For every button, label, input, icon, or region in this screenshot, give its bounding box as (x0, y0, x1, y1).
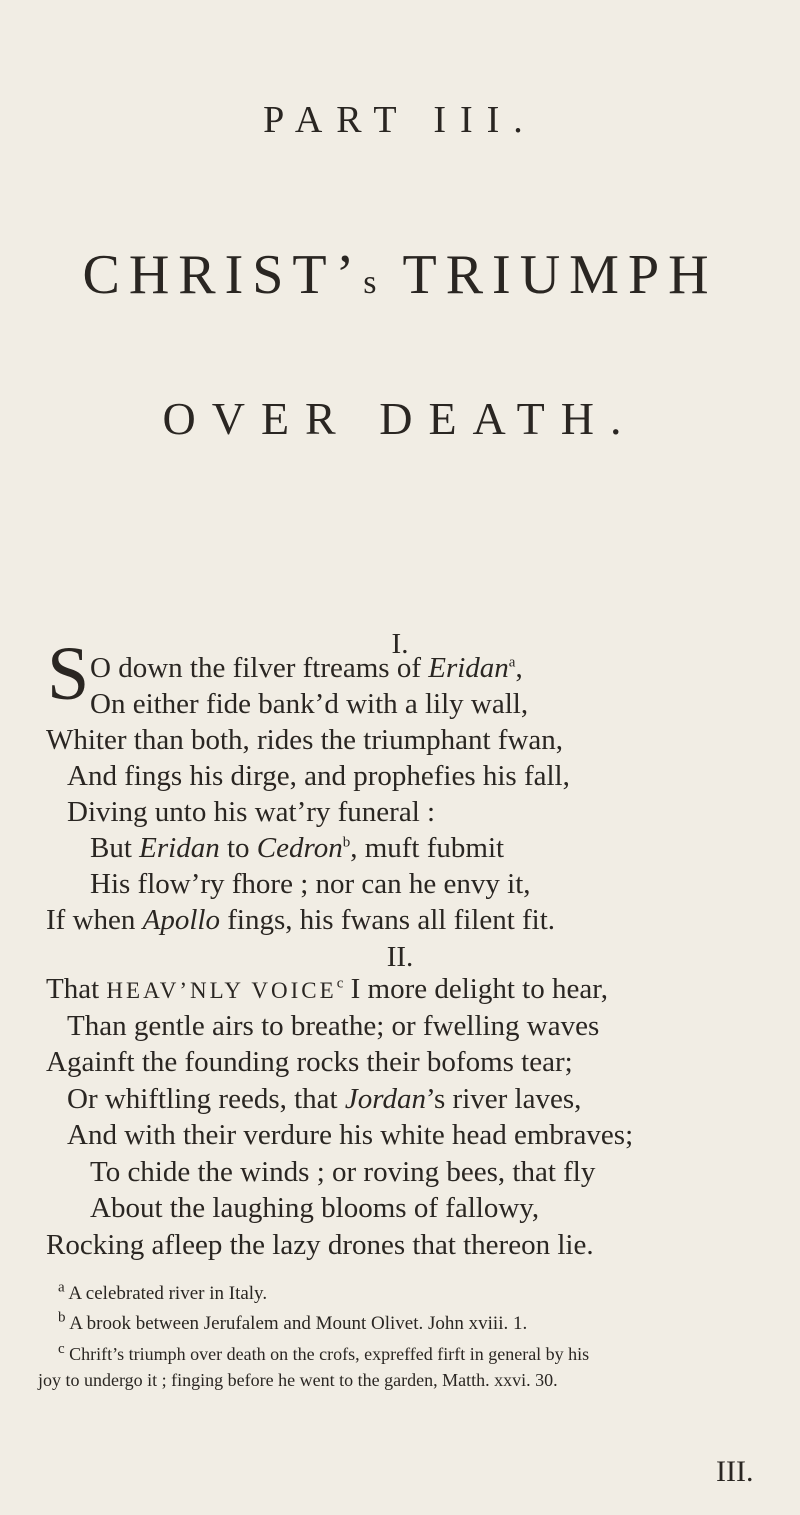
stanza1-line4: And fings his dirge, and prophefies his fall, (67, 760, 570, 792)
stanza1-line5: Diving unto his wat’ry funeral : (67, 796, 436, 828)
catchword: III. (716, 1455, 754, 1488)
stanza2-line5: And with their verdure his white head embraves; (67, 1119, 634, 1151)
stanza2-line3: Againft the founding rocks their bofoms tear; (46, 1046, 573, 1078)
part-heading: PART III. (263, 99, 537, 141)
footnote-c: $^c$ Chrift’s triumph over death on the crofs, expreffed firft in general by his (58, 1341, 590, 1364)
title-s: s (363, 264, 381, 301)
stanza2-line8: Rocking afleep the lazy drones that thereon lie. (46, 1229, 594, 1261)
stanza1-line2: On either fide bank’d with a lily wall, (90, 688, 529, 720)
footnote-ref-c: c (336, 975, 344, 992)
stanza2-line4: Or whiftling reeds, that Jordan’s river laves, (67, 1083, 582, 1115)
stanza2-line1: That HEAV’NLY VOICE$^c$ I more delight to hear, (46, 973, 608, 1005)
stanza1-line8: If when Apollo fings, his fwans all filent fit. (46, 904, 556, 936)
poem-title (0, 243, 800, 307)
stanza-number-2: II. (386, 941, 414, 973)
drop-cap: S (47, 632, 90, 716)
stanza2-line2: Than gentle airs to breathe; or fwelling waves (67, 1010, 600, 1042)
footnote-a: $^a$ A celebrated river in Italy. (58, 1279, 268, 1304)
footnote-ref-a: a (508, 654, 516, 671)
footnote-ref-b: b (342, 834, 351, 851)
stanza1-line6: But Eridan to Cedron$^b$, muft fubmit (90, 832, 505, 864)
poem-subtitle: OVER DEATH. (162, 393, 638, 444)
title-triumph: TRIUMPH (402, 244, 718, 306)
stanza1-line1: O down the filver ftreams of Eridan$^a$, (90, 652, 523, 684)
stanza-number-1: I. (391, 628, 409, 660)
stanza2-line7: About the laughing blooms of fallowy, (90, 1192, 540, 1224)
footnote-b: $^b$ A brook between Jerufalem and Mount Olivet. John xviii. 1. (58, 1309, 528, 1334)
stanza1-line7: His flow’ry fhore ; nor can he envy it, (90, 868, 531, 900)
small-caps-voice: HEAV’NLY VOICE (106, 978, 337, 1003)
title-christ: CHRIST’ (82, 244, 364, 306)
footnote-c-continued: joy to undergo it ; finging before he went to the garden, Matth. xxvi. 30. (38, 1370, 558, 1390)
stanza1-line3: Whiter than both, rides the triumphant fwan, (46, 724, 564, 756)
stanza2-line6: To chide the winds ; or roving bees, that fly (90, 1156, 596, 1188)
